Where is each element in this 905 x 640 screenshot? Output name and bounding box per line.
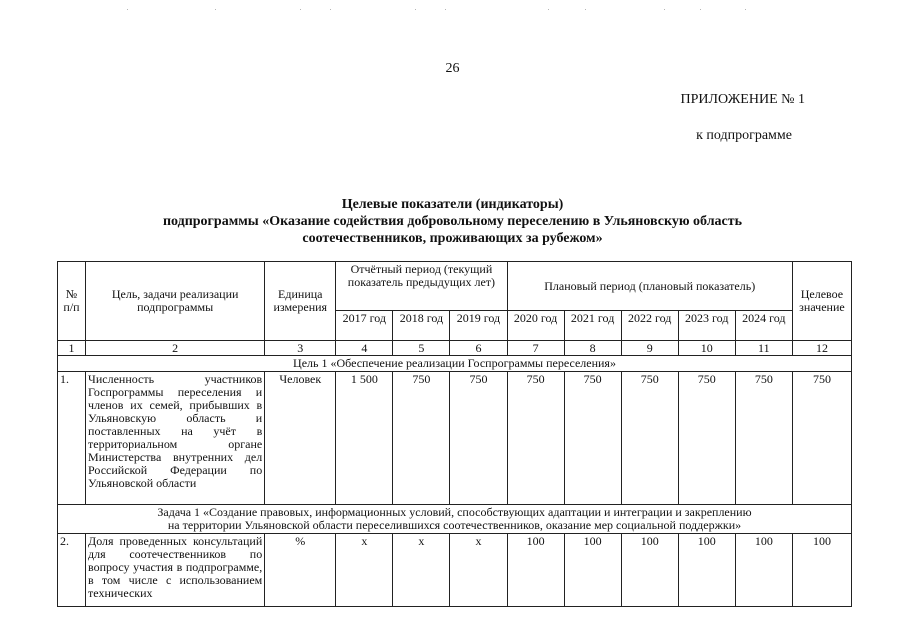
task-1-line-2: на территории Ульяновской области переселившихся соотечественников, оказание мер социальной поддержки» [167,518,742,532]
task-row [58,505,852,534]
header-year: 2019 год [450,311,507,341]
header-planned-period: Плановый период (плановый показатель) [507,262,792,311]
scan-speck [445,9,446,10]
value-cell: 100 [564,534,621,607]
value-cell: 100 [735,534,792,607]
scan-speck [127,9,128,10]
value-cell: 100 [507,534,564,607]
indicators-table [57,261,852,607]
column-number: 5 [393,341,450,356]
row-number: 2. [58,534,86,607]
target-value: 750 [792,372,851,505]
value-cell: 750 [393,372,450,505]
value-cell: 750 [507,372,564,505]
scan-speck [548,9,549,10]
header-year: 2020 год [507,311,564,341]
value-cell: 100 [621,534,678,607]
title-line-2: подпрограммы «Оказание содействия добровольному переселению в Ульяновскую область [162,214,743,229]
header-unit: Единица измерения [265,262,336,341]
value-cell: 750 [735,372,792,505]
page-number: 26 [445,61,460,76]
title-line-3: соотечественников, проживающих за рубежом» [302,231,603,246]
header-year: 2023 год [678,311,735,341]
header-reporting-period: Отчётный период (текущий показатель предыдущих лет) [336,262,507,311]
indicator-unit: Человек [265,372,336,505]
column-number: 10 [678,341,735,356]
column-number: 8 [564,341,621,356]
value-cell: 750 [678,372,735,505]
table-row [58,534,852,607]
value-cell: х [336,534,393,607]
task-1-line-1: Задача 1 «Создание правовых, информационных условий, способствующих адаптации и интеграции и закреплению [157,505,752,519]
appendix-title: ПРИЛОЖЕНИЕ № 1 [680,92,805,107]
scan-speck [415,9,416,10]
indicator-name: Численность участников Госпрограммы переселения и членов их семей, прибывших в Ульяновскую область и поставленных на учёт в территориальном органе Министерства внутренних дел Российской Федерации по Ульяновской области [86,372,265,505]
value-cell: 750 [450,372,507,505]
document-title [0,196,905,247]
value-cell: 750 [564,372,621,505]
header-num: № п/п [58,262,86,341]
header-year: 2022 год [621,311,678,341]
value-cell: 750 [621,372,678,505]
indicator-unit: % [265,534,336,607]
target-value: 100 [792,534,851,607]
column-number: 7 [507,341,564,356]
column-number: 9 [621,341,678,356]
scan-speck [330,9,331,10]
goal-1-label: Цель 1 «Обеспечение реализации Госпрограммы переселения» [58,356,852,372]
header-year: 2018 год [393,311,450,341]
indicator-name: Доля проведенных консультаций для соотечественников по вопросу участия в подпрограмме, в том числе с использованием технических [86,534,265,607]
column-number-row [58,341,852,356]
header-year: 2021 год [564,311,621,341]
table-row [58,372,852,505]
header-target: Целевое значение [792,262,851,341]
scan-speck [300,9,301,10]
column-number: 4 [336,341,393,356]
task-1-label [58,505,852,534]
scan-speck [700,9,701,10]
column-number: 11 [735,341,792,356]
column-number: 3 [265,341,336,356]
title-line-1: Целевые показатели (индикаторы) [341,197,564,212]
row-number: 1. [58,372,86,505]
header-year: 2024 год [735,311,792,341]
column-number: 6 [450,341,507,356]
header-year: 2017 год [336,311,393,341]
scan-speck [745,9,746,10]
goal-row [58,356,852,372]
value-cell: х [450,534,507,607]
column-number: 1 [58,341,86,356]
header-row-1 [58,262,852,311]
appendix-subtitle: к подпрограмме [696,128,792,143]
column-number: 2 [86,341,265,356]
scan-speck [664,9,665,10]
column-number: 12 [792,341,851,356]
value-cell: х [393,534,450,607]
value-cell: 100 [678,534,735,607]
value-cell: 1 500 [336,372,393,505]
header-goal: Цель, задачи реализации подпрограммы [86,262,265,341]
scan-speck [215,9,216,10]
scan-speck [585,9,586,10]
